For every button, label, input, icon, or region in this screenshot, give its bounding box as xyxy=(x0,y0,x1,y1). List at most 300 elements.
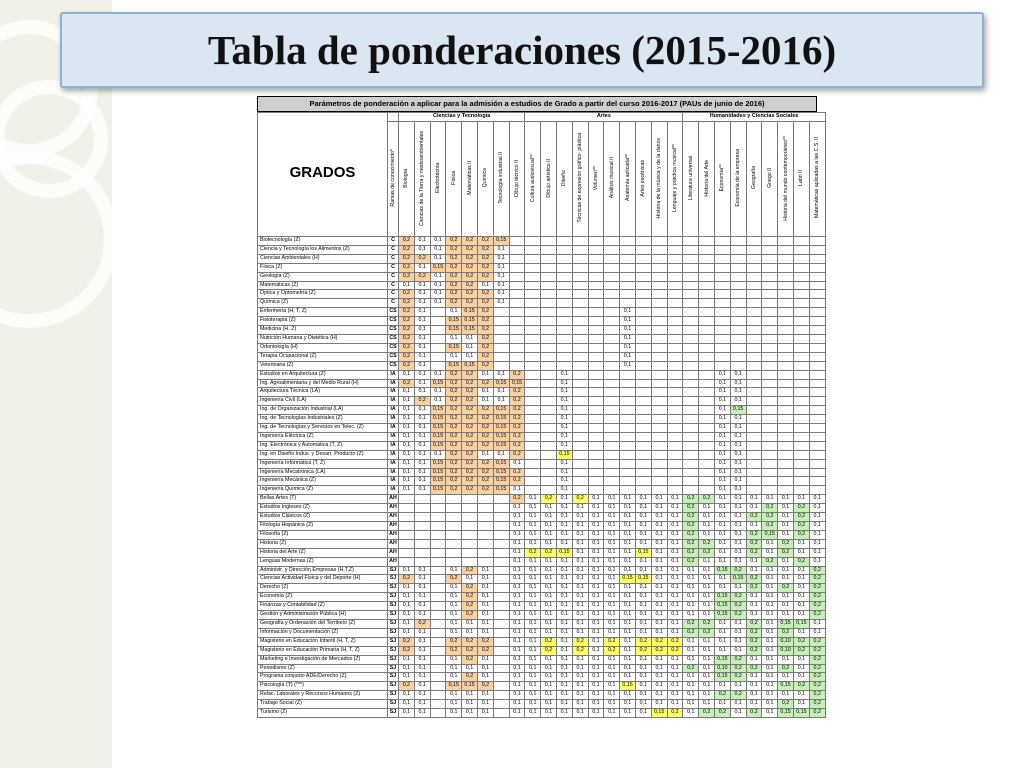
table-cell xyxy=(809,263,825,272)
table-cell: 0,1 xyxy=(446,700,462,709)
table-row xyxy=(258,415,826,424)
table-cell: 0,15 xyxy=(430,468,446,477)
table-cell: 0,15 xyxy=(778,709,794,718)
table-cell xyxy=(699,326,715,335)
table-cell xyxy=(525,254,541,263)
table-cell: 0,1 xyxy=(477,611,493,620)
table-cell xyxy=(525,406,541,415)
table-cell: 0,1 xyxy=(651,566,667,575)
table-cell xyxy=(493,709,509,718)
table-cell xyxy=(556,361,572,370)
table-cell: 0,1 xyxy=(556,628,572,637)
column-header xyxy=(493,122,509,237)
table-cell xyxy=(746,237,762,246)
table-cell xyxy=(793,468,809,477)
table-cell: 0,1 xyxy=(730,441,746,450)
table-cell xyxy=(730,343,746,352)
table-cell: 0,2 xyxy=(446,459,462,468)
table-cell: 0,2 xyxy=(525,548,541,557)
table-cell: 0,2 xyxy=(477,326,493,335)
row-rama: AH xyxy=(388,504,399,513)
row-rama: AH xyxy=(388,548,399,557)
table-cell xyxy=(762,379,778,388)
table-cell: 0,2 xyxy=(462,450,478,459)
table-cell: 0,1 xyxy=(730,682,746,691)
table-cell: 0,2 xyxy=(399,646,415,655)
table-cell: 0,2 xyxy=(778,548,794,557)
table-cell xyxy=(572,432,588,441)
table-cell xyxy=(809,237,825,246)
table-cell xyxy=(778,272,794,281)
table-cell xyxy=(762,459,778,468)
table-cell: 0,1 xyxy=(730,424,746,433)
table-cell xyxy=(525,459,541,468)
table-cell: 0,1 xyxy=(604,593,620,602)
table-cell xyxy=(651,388,667,397)
table-cell: 0,1 xyxy=(762,539,778,548)
table-cell xyxy=(809,441,825,450)
table-cell: 0,1 xyxy=(399,619,415,628)
table-cell: 0,2 xyxy=(399,334,415,343)
table-cell: 0,1 xyxy=(399,611,415,620)
table-cell: 0,1 xyxy=(762,637,778,646)
row-rama: C xyxy=(388,245,399,254)
table-cell: 0,2 xyxy=(446,424,462,433)
table-cell: 0,1 xyxy=(762,646,778,655)
table-cell: 0,1 xyxy=(541,602,557,611)
table-cell: 0,1 xyxy=(683,682,699,691)
table-cell xyxy=(446,539,462,548)
table-cell xyxy=(477,557,493,566)
table-cell: 0,1 xyxy=(635,682,651,691)
table-cell xyxy=(746,432,762,441)
table-cell: 0,2 xyxy=(399,308,415,317)
table-cell xyxy=(778,450,794,459)
table-cell: 0,2 xyxy=(793,522,809,531)
table-cell xyxy=(493,628,509,637)
table-cell: 0,1 xyxy=(462,700,478,709)
table-cell xyxy=(620,254,636,263)
row-name: Finanzas y Contabilidad (Z) xyxy=(258,602,388,611)
table-cell: 0,1 xyxy=(683,566,699,575)
table-cell: 0,2 xyxy=(509,397,525,406)
table-cell: 0,1 xyxy=(699,664,715,673)
table-cell: 0,2 xyxy=(509,406,525,415)
table-cell: 0,2 xyxy=(477,254,493,263)
table-cell xyxy=(604,477,620,486)
table-cell xyxy=(541,397,557,406)
table-cell: 0,2 xyxy=(477,459,493,468)
decorative-sidebar xyxy=(0,0,112,768)
row-name: Ciencias Ambientales (H) xyxy=(258,254,388,263)
table-cell: 0,1 xyxy=(667,682,683,691)
table-cell xyxy=(809,361,825,370)
table-cell: 0,1 xyxy=(572,548,588,557)
table-cell xyxy=(746,281,762,290)
table-cell xyxy=(762,290,778,299)
table-cell xyxy=(809,352,825,361)
table-cell: 0,2 xyxy=(462,370,478,379)
table-cell: 0,1 xyxy=(635,602,651,611)
table-cell xyxy=(430,522,446,531)
table-cell: 0,2 xyxy=(477,317,493,326)
row-rama: CS xyxy=(388,334,399,343)
table-cell xyxy=(446,522,462,531)
row-rama: AH xyxy=(388,513,399,522)
table-cell xyxy=(604,450,620,459)
table-cell xyxy=(809,272,825,281)
row-name: Ciencia y Tecnología los Alimentos (Z) xyxy=(258,245,388,254)
table-row xyxy=(258,343,826,352)
table-cell: 0,1 xyxy=(572,619,588,628)
table-cell xyxy=(762,450,778,459)
table-cell xyxy=(793,343,809,352)
table-cell xyxy=(525,237,541,246)
table-cell: 0,1 xyxy=(778,602,794,611)
table-cell xyxy=(793,245,809,254)
table-cell xyxy=(462,495,478,504)
table-cell: 0,2 xyxy=(730,611,746,620)
table-cell: 0,1 xyxy=(556,611,572,620)
table-cell xyxy=(651,317,667,326)
table-cell xyxy=(746,468,762,477)
table-cell: 0,2 xyxy=(683,557,699,566)
table-cell: 0,1 xyxy=(509,664,525,673)
table-cell xyxy=(620,486,636,495)
table-cell xyxy=(683,245,699,254)
table-cell: 0,1 xyxy=(762,673,778,682)
column-header-label: Anatomía aplicada** xyxy=(624,154,631,202)
table-cell: 0,2 xyxy=(462,299,478,308)
table-cell xyxy=(809,317,825,326)
table-cell xyxy=(541,441,557,450)
table-cell: 0,15 xyxy=(493,432,509,441)
table-cell xyxy=(541,237,557,246)
table-row xyxy=(258,299,826,308)
table-cell: 0,1 xyxy=(778,495,794,504)
table-cell: 0,1 xyxy=(556,691,572,700)
row-name: Estudios en Arquitectura (Z) xyxy=(258,370,388,379)
table-cell xyxy=(430,343,446,352)
table-cell xyxy=(730,352,746,361)
table-cell xyxy=(699,370,715,379)
table-cell xyxy=(430,575,446,584)
table-cell xyxy=(667,370,683,379)
table-cell: 0,2 xyxy=(746,539,762,548)
table-cell: 0,1 xyxy=(778,575,794,584)
table-cell: 0,1 xyxy=(509,619,525,628)
table-cell xyxy=(430,637,446,646)
table-cell: 0,2 xyxy=(477,468,493,477)
table-cell: 0,1 xyxy=(778,513,794,522)
table-cell xyxy=(541,334,557,343)
table-cell xyxy=(493,611,509,620)
table-cell: 0,1 xyxy=(809,539,825,548)
table-cell xyxy=(778,486,794,495)
table-cell: 0,1 xyxy=(414,388,430,397)
table-cell xyxy=(635,361,651,370)
table-cell: 0,2 xyxy=(462,441,478,450)
table-cell: 0,1 xyxy=(588,530,604,539)
table-cell: 0,1 xyxy=(715,459,731,468)
table-cell: 0,1 xyxy=(509,673,525,682)
table-cell: 0,15 xyxy=(620,575,636,584)
table-cell xyxy=(604,317,620,326)
table-cell: 0,1 xyxy=(620,619,636,628)
table-cell: 0,1 xyxy=(651,682,667,691)
table-cell: 0,1 xyxy=(509,593,525,602)
table-cell xyxy=(715,290,731,299)
row-rama: C xyxy=(388,254,399,263)
table-cell: 0,1 xyxy=(762,709,778,718)
table-cell: 0,2 xyxy=(762,504,778,513)
table-row xyxy=(258,450,826,459)
column-header-label: Matemáticas II xyxy=(466,161,473,195)
table-cell: 0,2 xyxy=(477,486,493,495)
table-cell: 0,1 xyxy=(793,691,809,700)
table-cell: 0,1 xyxy=(620,673,636,682)
table-cell xyxy=(683,272,699,281)
table-cell: 0,1 xyxy=(715,646,731,655)
table-cell xyxy=(746,263,762,272)
table-cell: 0,1 xyxy=(588,495,604,504)
table-cell xyxy=(699,317,715,326)
table-cell xyxy=(635,459,651,468)
table-cell: 0,1 xyxy=(588,709,604,718)
table-cell: 0,1 xyxy=(604,709,620,718)
table-row xyxy=(258,317,826,326)
table-cell: 0,1 xyxy=(635,628,651,637)
table-cell xyxy=(430,495,446,504)
row-rama: CS xyxy=(388,343,399,352)
table-cell: 0,15 xyxy=(446,343,462,352)
column-header-label: Literatura universal xyxy=(687,155,694,201)
table-cell: 0,2 xyxy=(746,709,762,718)
row-rama: SJ xyxy=(388,575,399,584)
table-cell: 0,1 xyxy=(572,575,588,584)
table-cell xyxy=(651,237,667,246)
table-cell xyxy=(699,263,715,272)
table-cell xyxy=(762,477,778,486)
table-cell xyxy=(604,361,620,370)
table-cell xyxy=(572,308,588,317)
table-cell xyxy=(604,379,620,388)
table-cell: 0,1 xyxy=(778,522,794,531)
table-cell: 0,1 xyxy=(477,619,493,628)
table-cell: 0,1 xyxy=(430,237,446,246)
table-cell xyxy=(651,397,667,406)
table-cell: 0,2 xyxy=(509,432,525,441)
table-cell xyxy=(620,379,636,388)
table-cell: 0,2 xyxy=(809,602,825,611)
table-cell: 0,2 xyxy=(809,664,825,673)
table-cell xyxy=(778,299,794,308)
table-cell xyxy=(746,441,762,450)
table-cell: 0,2 xyxy=(746,637,762,646)
table-cell xyxy=(635,397,651,406)
table-cell: 0,1 xyxy=(651,557,667,566)
table-cell xyxy=(683,254,699,263)
table-cell xyxy=(446,557,462,566)
table-cell xyxy=(556,281,572,290)
table-cell: 0,1 xyxy=(493,245,509,254)
table-cell: 0,1 xyxy=(541,522,557,531)
table-cell xyxy=(746,326,762,335)
table-cell: 0,2 xyxy=(730,655,746,664)
table-cell: 0,2 xyxy=(746,548,762,557)
table-cell xyxy=(493,334,509,343)
table-cell xyxy=(667,326,683,335)
table-cell: 0,15 xyxy=(493,486,509,495)
table-cell xyxy=(778,326,794,335)
table-cell: 0,1 xyxy=(556,664,572,673)
table-cell: 0,1 xyxy=(414,441,430,450)
table-cell xyxy=(635,317,651,326)
table-cell: 0,1 xyxy=(651,539,667,548)
table-cell xyxy=(699,237,715,246)
table-cell: 0,1 xyxy=(588,539,604,548)
table-cell xyxy=(715,308,731,317)
table-cell xyxy=(541,388,557,397)
table-cell: 0,1 xyxy=(793,700,809,709)
table-cell xyxy=(651,254,667,263)
table-cell xyxy=(683,459,699,468)
table-cell: 0,1 xyxy=(414,308,430,317)
table-cell: 0,2 xyxy=(462,290,478,299)
table-cell: 0,2 xyxy=(462,254,478,263)
table-cell xyxy=(525,326,541,335)
table-cell: 0,1 xyxy=(620,495,636,504)
row-name: Ingeniería Mecánica (Z) xyxy=(258,477,388,486)
table-cell xyxy=(493,646,509,655)
table-cell xyxy=(699,468,715,477)
table-cell: 0,1 xyxy=(556,522,572,531)
table-row xyxy=(258,619,826,628)
table-cell: 0,2 xyxy=(399,254,415,263)
table-cell xyxy=(762,254,778,263)
table-cell xyxy=(651,459,667,468)
table-cell xyxy=(699,432,715,441)
table-cell: 0,1 xyxy=(493,263,509,272)
table-cell: 0,2 xyxy=(651,646,667,655)
table-cell: 0,15 xyxy=(430,415,446,424)
table-cell: 0,1 xyxy=(525,513,541,522)
table-cell xyxy=(572,406,588,415)
table-cell: 0,1 xyxy=(620,352,636,361)
table-cell xyxy=(793,477,809,486)
table-cell xyxy=(699,334,715,343)
table-cell: 0,1 xyxy=(556,468,572,477)
table-cell xyxy=(699,450,715,459)
table-cell: 0,1 xyxy=(399,415,415,424)
table-cell: 0,1 xyxy=(809,513,825,522)
row-name: Ingeniería Informática (T, Z) xyxy=(258,459,388,468)
table-cell: 0,2 xyxy=(462,477,478,486)
table-cell: 0,1 xyxy=(746,495,762,504)
table-cell: 0,1 xyxy=(635,664,651,673)
table-cell: 0,1 xyxy=(556,682,572,691)
table-cell: 0,2 xyxy=(446,406,462,415)
row-name: Estudios Ingleses (Z) xyxy=(258,504,388,513)
table-cell xyxy=(683,308,699,317)
table-cell: 0,1 xyxy=(414,334,430,343)
table-cell: 0,1 xyxy=(493,397,509,406)
table-cell: 0,2 xyxy=(399,237,415,246)
table-cell: 0,1 xyxy=(588,566,604,575)
table-cell: 0,2 xyxy=(509,495,525,504)
table-cell xyxy=(746,254,762,263)
table-cell: 0,1 xyxy=(715,548,731,557)
table-cell xyxy=(778,459,794,468)
row-rama: CS xyxy=(388,352,399,361)
table-cell xyxy=(399,504,415,513)
table-cell xyxy=(446,495,462,504)
table-row xyxy=(258,397,826,406)
rama-header-spacer xyxy=(388,113,399,122)
table-cell: 0,15 xyxy=(493,459,509,468)
table-cell xyxy=(541,432,557,441)
table-cell xyxy=(793,272,809,281)
table-cell xyxy=(651,468,667,477)
table-cell xyxy=(793,352,809,361)
table-cell xyxy=(793,308,809,317)
table-cell: 0,1 xyxy=(477,281,493,290)
table-cell: 0,2 xyxy=(477,379,493,388)
table-cell: 0,1 xyxy=(699,593,715,602)
table-cell xyxy=(667,379,683,388)
table-cell xyxy=(556,299,572,308)
row-rama: C xyxy=(388,272,399,281)
table-cell: 0,1 xyxy=(572,664,588,673)
table-cell: 0,1 xyxy=(588,673,604,682)
table-cell: 0,1 xyxy=(620,584,636,593)
table-cell: 0,1 xyxy=(620,308,636,317)
table-cell xyxy=(588,272,604,281)
table-cell: 0,1 xyxy=(778,504,794,513)
table-cell: 0,1 xyxy=(414,691,430,700)
table-cell xyxy=(683,263,699,272)
table-cell xyxy=(635,263,651,272)
table-cell: 0,2 xyxy=(462,673,478,682)
table-cell: 0,1 xyxy=(493,272,509,281)
table-cell: 0,1 xyxy=(730,513,746,522)
table-cell xyxy=(430,504,446,513)
table-cell: 0,1 xyxy=(525,646,541,655)
table-cell xyxy=(525,388,541,397)
table-cell: 0,2 xyxy=(446,290,462,299)
table-cell: 0,1 xyxy=(730,628,746,637)
table-cell xyxy=(446,513,462,522)
table-cell: 0,2 xyxy=(746,530,762,539)
table-cell xyxy=(493,619,509,628)
table-cell xyxy=(651,379,667,388)
table-cell xyxy=(667,281,683,290)
table-cell xyxy=(588,432,604,441)
table-cell xyxy=(588,388,604,397)
table-cell xyxy=(509,281,525,290)
table-cell xyxy=(683,450,699,459)
table-cell: 0,2 xyxy=(462,379,478,388)
table-cell: 0,1 xyxy=(762,611,778,620)
table-cell: 0,1 xyxy=(778,673,794,682)
table-cell: 0,1 xyxy=(730,370,746,379)
table-cell: 0,1 xyxy=(604,619,620,628)
table-cell: 0,2 xyxy=(462,432,478,441)
table-cell xyxy=(635,299,651,308)
table-cell: 0,1 xyxy=(399,397,415,406)
table-cell: 0,1 xyxy=(715,415,731,424)
table-cell: 0,1 xyxy=(809,628,825,637)
